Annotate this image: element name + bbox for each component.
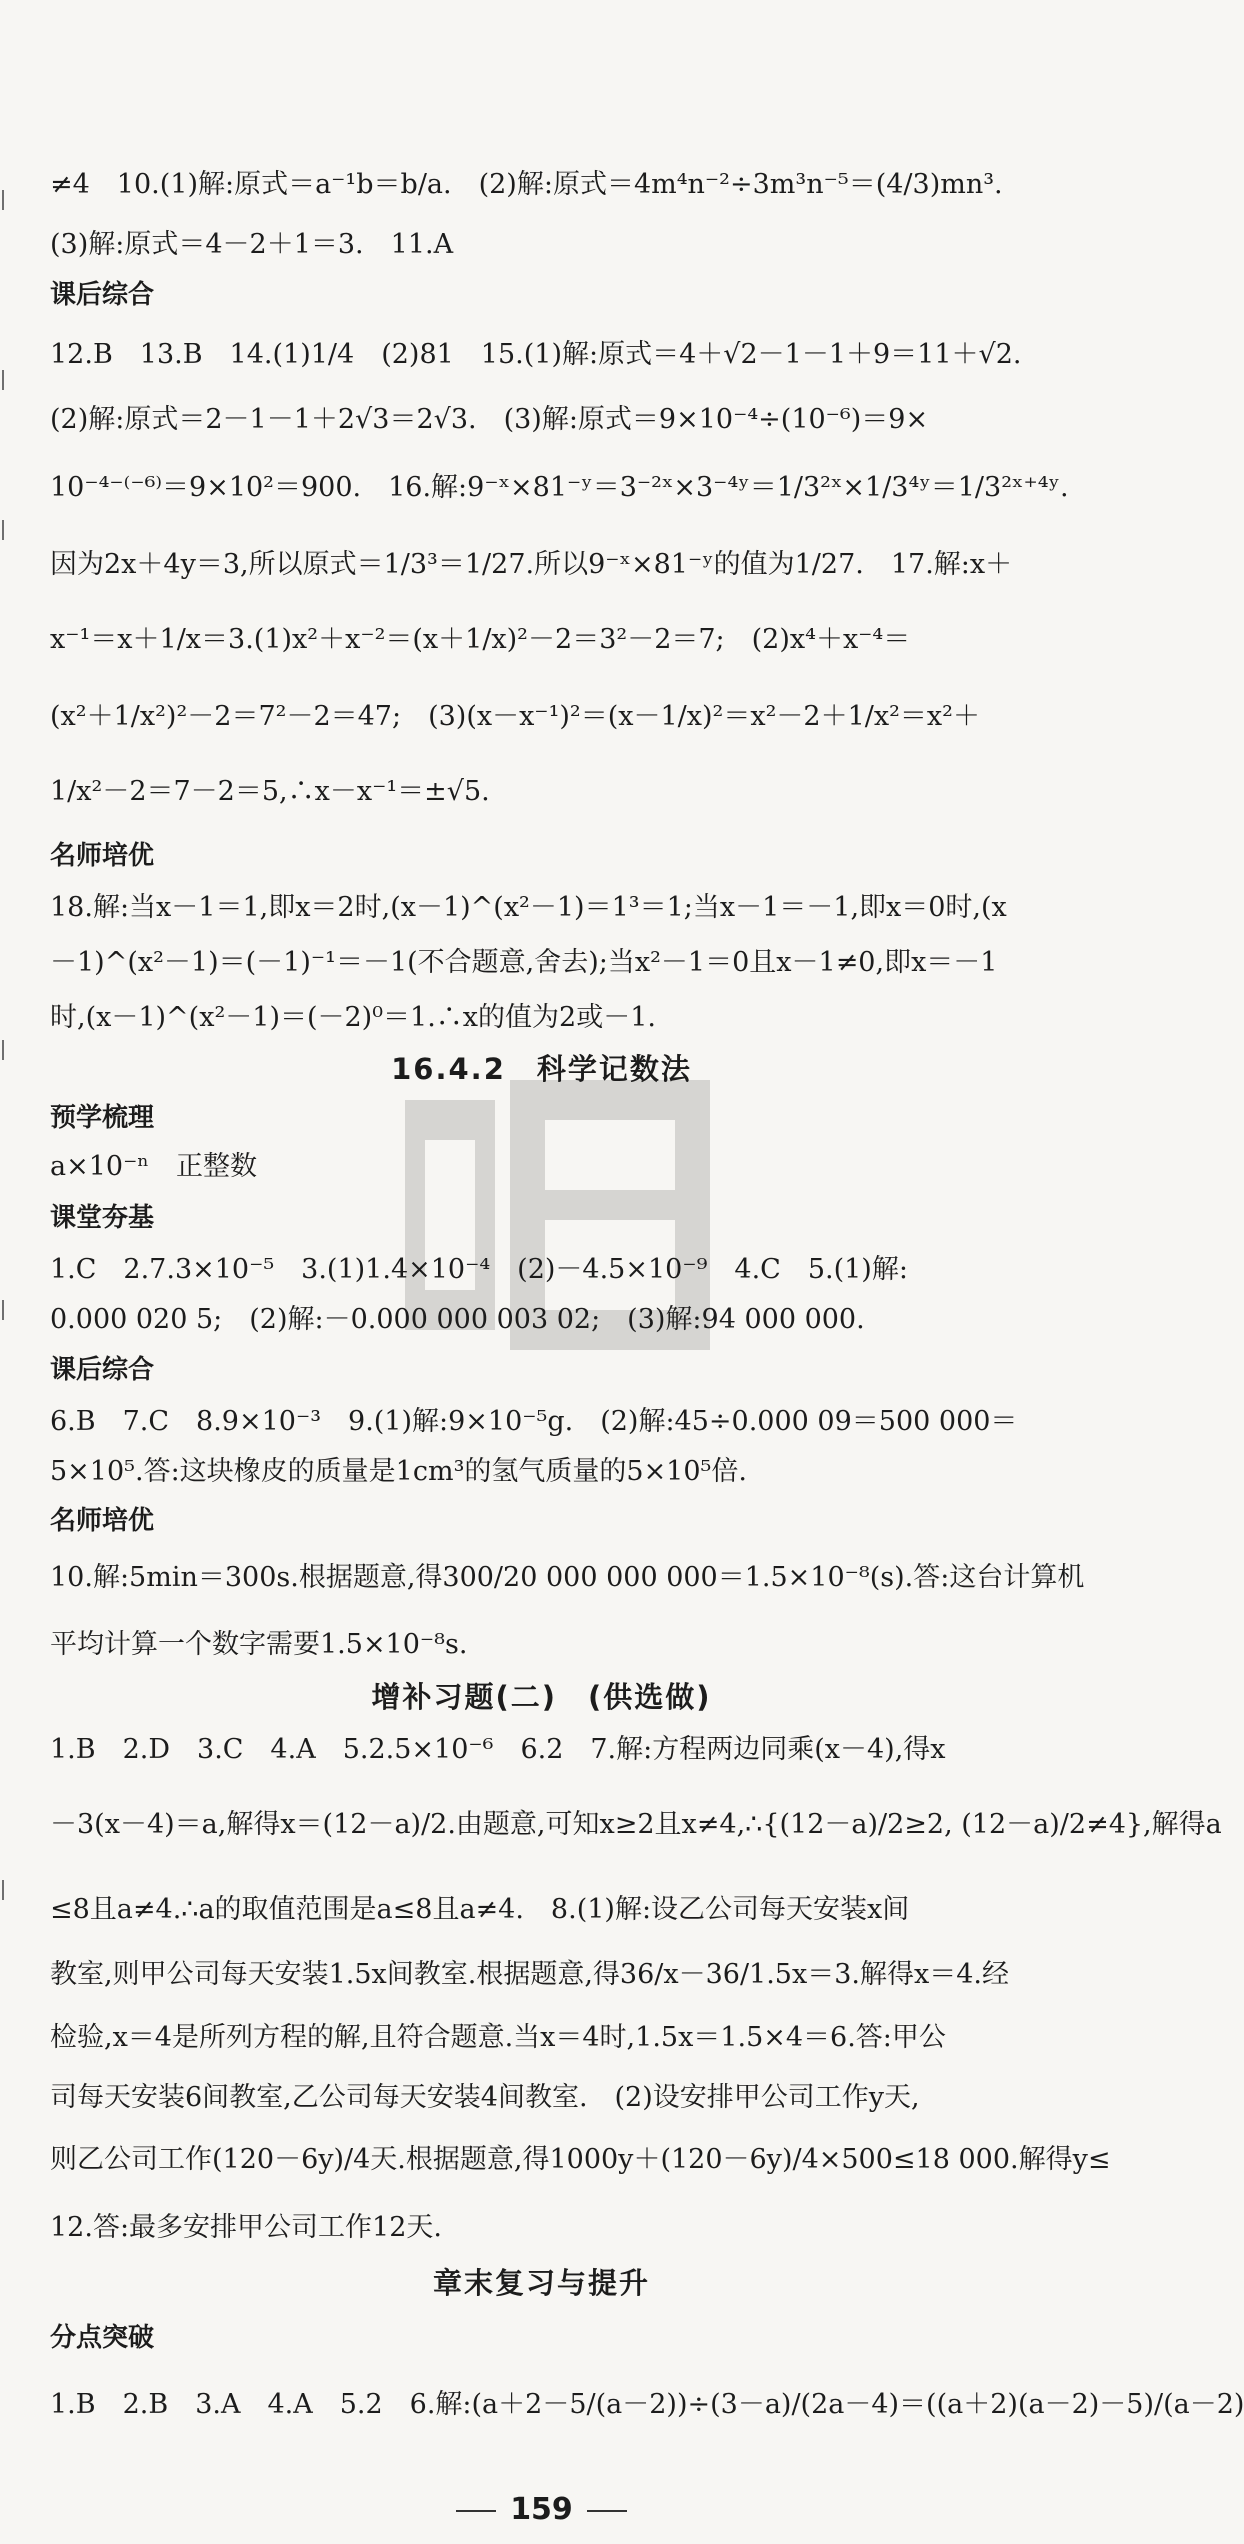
- answer-line: 18.解:当x－1＝1,即x＝2时,(x－1)^(x²－1)＝1³＝1;当x－1＝－1,即x＝0时,(x: [50, 892, 1007, 923]
- answer-line: a×10⁻ⁿ 正整数: [50, 1151, 258, 1182]
- section-heading: 课堂夯基: [50, 1203, 155, 1233]
- page-number-text: 159: [510, 2492, 573, 2527]
- answer-line: ≠4 10.(1)解:原式＝a⁻¹b＝b/a. (2)解:原式＝4m⁴n⁻²÷3m³n⁻⁵＝(4/3)mn³.: [50, 169, 1003, 200]
- answer-line: 时,(x－1)^(x²－1)＝(－2)⁰＝1.∴x的值为2或－1.: [50, 1002, 656, 1033]
- section-title: 章末复习与提升: [432, 2266, 650, 2300]
- answer-line: ≤8且a≠4.∴a的取值范围是a≤8且a≠4. 8.(1)解:设乙公司每天安装x间: [50, 1894, 910, 1925]
- answer-line: (3)解:原式＝4－2＋1＝3. 11.A: [50, 229, 454, 260]
- answer-line: (x²＋1/x²)²－2＝7²－2＝47; (3)(x－x⁻¹)²＝(x－1/x)²＝x²－2＋1/x²＝x²＋: [50, 701, 980, 732]
- margin-mark: [2, 1880, 12, 1900]
- answer-line: 12.B 13.B 14.(1)1/4 (2)81 15.(1)解:原式＝4＋√2－1－1＋9＝11＋√2.: [50, 339, 1022, 370]
- answer-line: 0.000 020 5; (2)解:－0.000 000 003 02; (3)解:94 000 000.: [50, 1304, 865, 1335]
- section-heading: 名师培优: [50, 1506, 155, 1536]
- section-heading: 分点突破: [50, 2323, 155, 2353]
- section-title: 增补习题(二) (供选做): [371, 1680, 712, 1714]
- margin-mark: [2, 190, 12, 210]
- answer-line: 12.答:最多安排甲公司工作12天.: [50, 2212, 442, 2243]
- section-heading: 名师培优: [50, 841, 155, 871]
- answer-line: 检验,x＝4是所列方程的解,且符合题意.当x＝4时,1.5x＝1.5×4＝6.答:甲公: [50, 2022, 946, 2053]
- answer-line: 教室,则甲公司每天安装1.5x间教室.根据题意,得36/x－36/1.5x＝3.解得x＝4.经: [50, 1959, 1009, 1990]
- answer-line: －1)^(x²－1)＝(－1)⁻¹＝－1(不合题意,舍去);当x²－1＝0且x－1≠0,即x＝－1: [50, 947, 998, 978]
- answer-line: 10⁻⁴⁻⁽⁻⁶⁾＝9×10²＝900. 16.解:9⁻ˣ×81⁻ʸ＝3⁻²ˣ×3⁻⁴ʸ＝1/3²ˣ×1/3⁴ʸ＝1/3²ˣ⁺⁴ʸ.: [50, 472, 1069, 503]
- answer-line: －3(x－4)＝a,解得x＝(12－a)/2.由题意,可知x≥2且x≠4,∴{(12－a)/2≥2, (12－a)/2≠4},解得a: [50, 1809, 1222, 1840]
- section-title: 16.4.2 科学记数法: [391, 1052, 692, 1086]
- section-heading: 预学梳理: [50, 1103, 155, 1133]
- answer-line: 因为2x＋4y＝3,所以原式＝1/3³＝1/27.所以9⁻ˣ×81⁻ʸ的值为1/27. 17.解:x＋: [50, 549, 1013, 580]
- answer-line: 1.B 2.B 3.A 4.A 5.2 6.解:(a＋2－5/(a－2))÷(3－a)/(2a－4)＝((a＋2)(a－2)－5)/(a－2): [50, 2389, 1244, 2420]
- answer-line: 1/x²－2＝7－2＝5,∴x－x⁻¹＝±√5.: [50, 776, 490, 807]
- answer-line: 6.B 7.C 8.9×10⁻³ 9.(1)解:9×10⁻⁵g. (2)解:45÷0.000 09＝500 000＝: [50, 1406, 1018, 1437]
- answer-line: 10.解:5min＝300s.根据题意,得300/20 000 000 000＝1.5×10⁻⁸(s).答:这台计算机: [50, 1562, 1085, 1593]
- page-number-dash: [456, 2510, 496, 2512]
- answer-line: 司每天安装6间教室,乙公司每天安装4间教室. (2)设安排甲公司工作y天,: [50, 2082, 920, 2113]
- section-heading: 课后综合: [50, 1355, 155, 1385]
- margin-mark: [2, 1300, 12, 1320]
- answer-line: 平均计算一个数字需要1.5×10⁻⁸s.: [50, 1629, 468, 1660]
- margin-mark: [2, 520, 12, 540]
- page-number: [0, 2492, 1083, 2527]
- answer-line: 1.B 2.D 3.C 4.A 5.2.5×10⁻⁶ 6.2 7.解:方程两边同乘(x－4),得x: [50, 1734, 946, 1765]
- answer-line: (2)解:原式＝2－1－1＋2√3＝2√3. (3)解:原式＝9×10⁻⁴÷(10⁻⁶)＝9×: [50, 404, 929, 435]
- section-heading: 课后综合: [50, 280, 155, 310]
- page-number-dash: [587, 2510, 627, 2512]
- answer-line: 1.C 2.7.3×10⁻⁵ 3.(1)1.4×10⁻⁴ (2)－4.5×10⁻⁹ 4.C 5.(1)解:: [50, 1254, 908, 1285]
- answer-line: x⁻¹＝x＋1/x＝3.(1)x²＋x⁻²＝(x＋1/x)²－2＝3²－2＝7; (2)x⁴＋x⁻⁴＝: [50, 624, 911, 655]
- margin-mark: [2, 370, 12, 390]
- answer-line: 5×10⁵.答:这块橡皮的质量是1cm³的氢气质量的5×10⁵倍.: [50, 1456, 747, 1487]
- answer-line: 则乙公司工作(120－6y)/4天.根据题意,得1000y＋(120－6y)/4×500≤18 000.解得y≤: [50, 2144, 1111, 2175]
